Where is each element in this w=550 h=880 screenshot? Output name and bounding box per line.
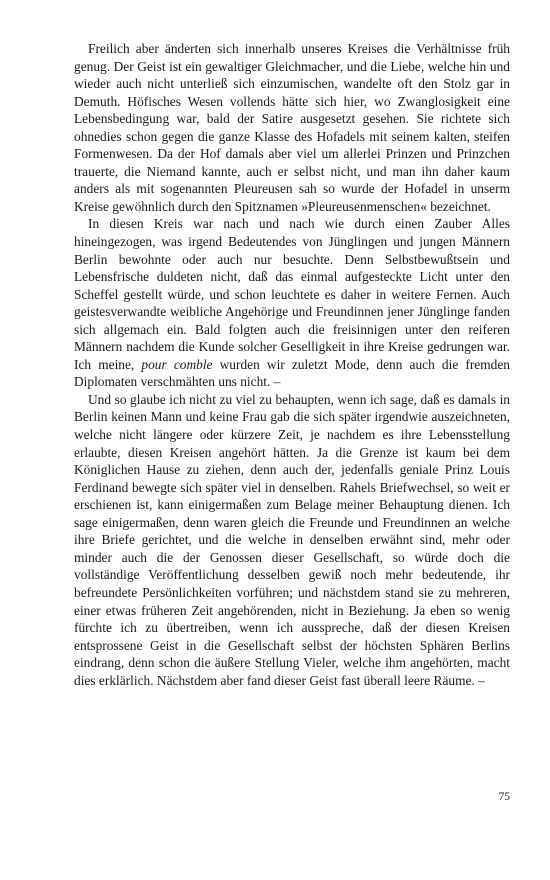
paragraph-2 xyxy=(74,215,510,390)
paragraph-2-text-before: In diesen Kreis war nach und nach wie durch einen Zauber Alles hineingezogen, was irgend Bedeutendes von Jünglingen und jungen Männern Berlin bewohnte oder auch nur besuchte. Denn Selbstbewußtsein und Lebensfrische duldeten nicht, daß das einmal aufgesteckte Licht unter den Scheffel gestellt würde, und schon leuchtete es daher in weitere Fernen. Auch geistesverwandte weibliche Angehörige und Freundinnen jener Jünglinge fanden sich allgemach ein. Bald folgten auch die freisinnigen unter den reiferen Männern nachdem die Kunde solcher Geselligkeit in ihre Kreise gedrungen war. Ich meine, xyxy=(74,216,510,372)
paragraph-2-italic-phrase: pour comble xyxy=(141,356,213,372)
page-body xyxy=(74,40,510,689)
paragraph-1: Freilich aber änderten sich innerhalb unseres Kreises die Verhältnisse früh genug. Der Geist ist ein gewaltiger Gleichmacher, und die Liebe, welche hin und wieder auch nicht unterließ sich einzumischen, wandelte oft den Stolz gar in Demuth. Höfisches Wesen vollends hätte sich hier, wo Zwanglosigkeit eine Lebensbedingung war, bald der Satire ausgesetzt gesehen. Sie richtete sich ohnedies schon gegen die ganze Klasse des Hofadels mit seinem kalten, steifen Formenwesen. Da der Hof damals aber viel um allerlei Prinzen und Prinzchen trauerte, die Niemand kannte, auch er selbst nicht, und man ihn daher kaum anders als mit sogenannten Pleureusen sah so wurde der Hofadel in unserm Kreise gewöhnlich durch den Spitznamen »Pleureusenmenschen« bezeichnet. xyxy=(74,41,510,214)
page-number: 75 xyxy=(498,791,510,803)
paragraph-3: Und so glaube ich nicht zu viel zu behaupten, wenn ich sage, daß es damals in Berlin keinen Mann und keine Frau gab die sich später irgendwie auszeichneten, welche nicht längere oder kürzere Zeit, je nachdem es ihre Lebensstellung erlaubte, diesen Kreisen angehört hätten. Ja die Grenze ist kaum bei dem Königlichen Hause zu ziehen, denn auch der, jedenfalls geniale Prinz Louis Ferdinand bewegte sich später viel in denselben. Rahels Briefwechsel, so weit er erschienen ist, kann einigermaßen zum Belage meiner Behauptung dienen. Ich sage einigermaßen, denn waren gleich die Freunde und Freundinnen an welche ihre Briefe gerichtet, und die welche in denselben erwähnt sind, mehr oder minder auch die der Genossen dieser Gesellschaft, so würde doch die vollständige Veröffentlichung desselben gewiß noch mehr bedeutende, ihr befreundete Persönlichkeiten vorführen; und nächstdem stand sie zu mehreren, einer etwas früheren Zeit angehörenden, nicht in Beziehung. Ja eben so wenig fürchte ich zu übertreiben, wenn ich ausspreche, daß der diesen Kreisen entsprossene Geist in die Gesellschaft selbst der höchsten Sphären Berlins eindrang, denn schon die äußere Stellung Vieler, welche ihm angehörten, macht dies erklärlich. Nächstdem aber fand dieser Geist fast überall leere Räume. – xyxy=(74,391,510,688)
paragraph-2-text-after: wurden wir zuletzt Mode, denn auch die fremden Diplomaten verschmähten uns nicht. – xyxy=(74,356,511,390)
